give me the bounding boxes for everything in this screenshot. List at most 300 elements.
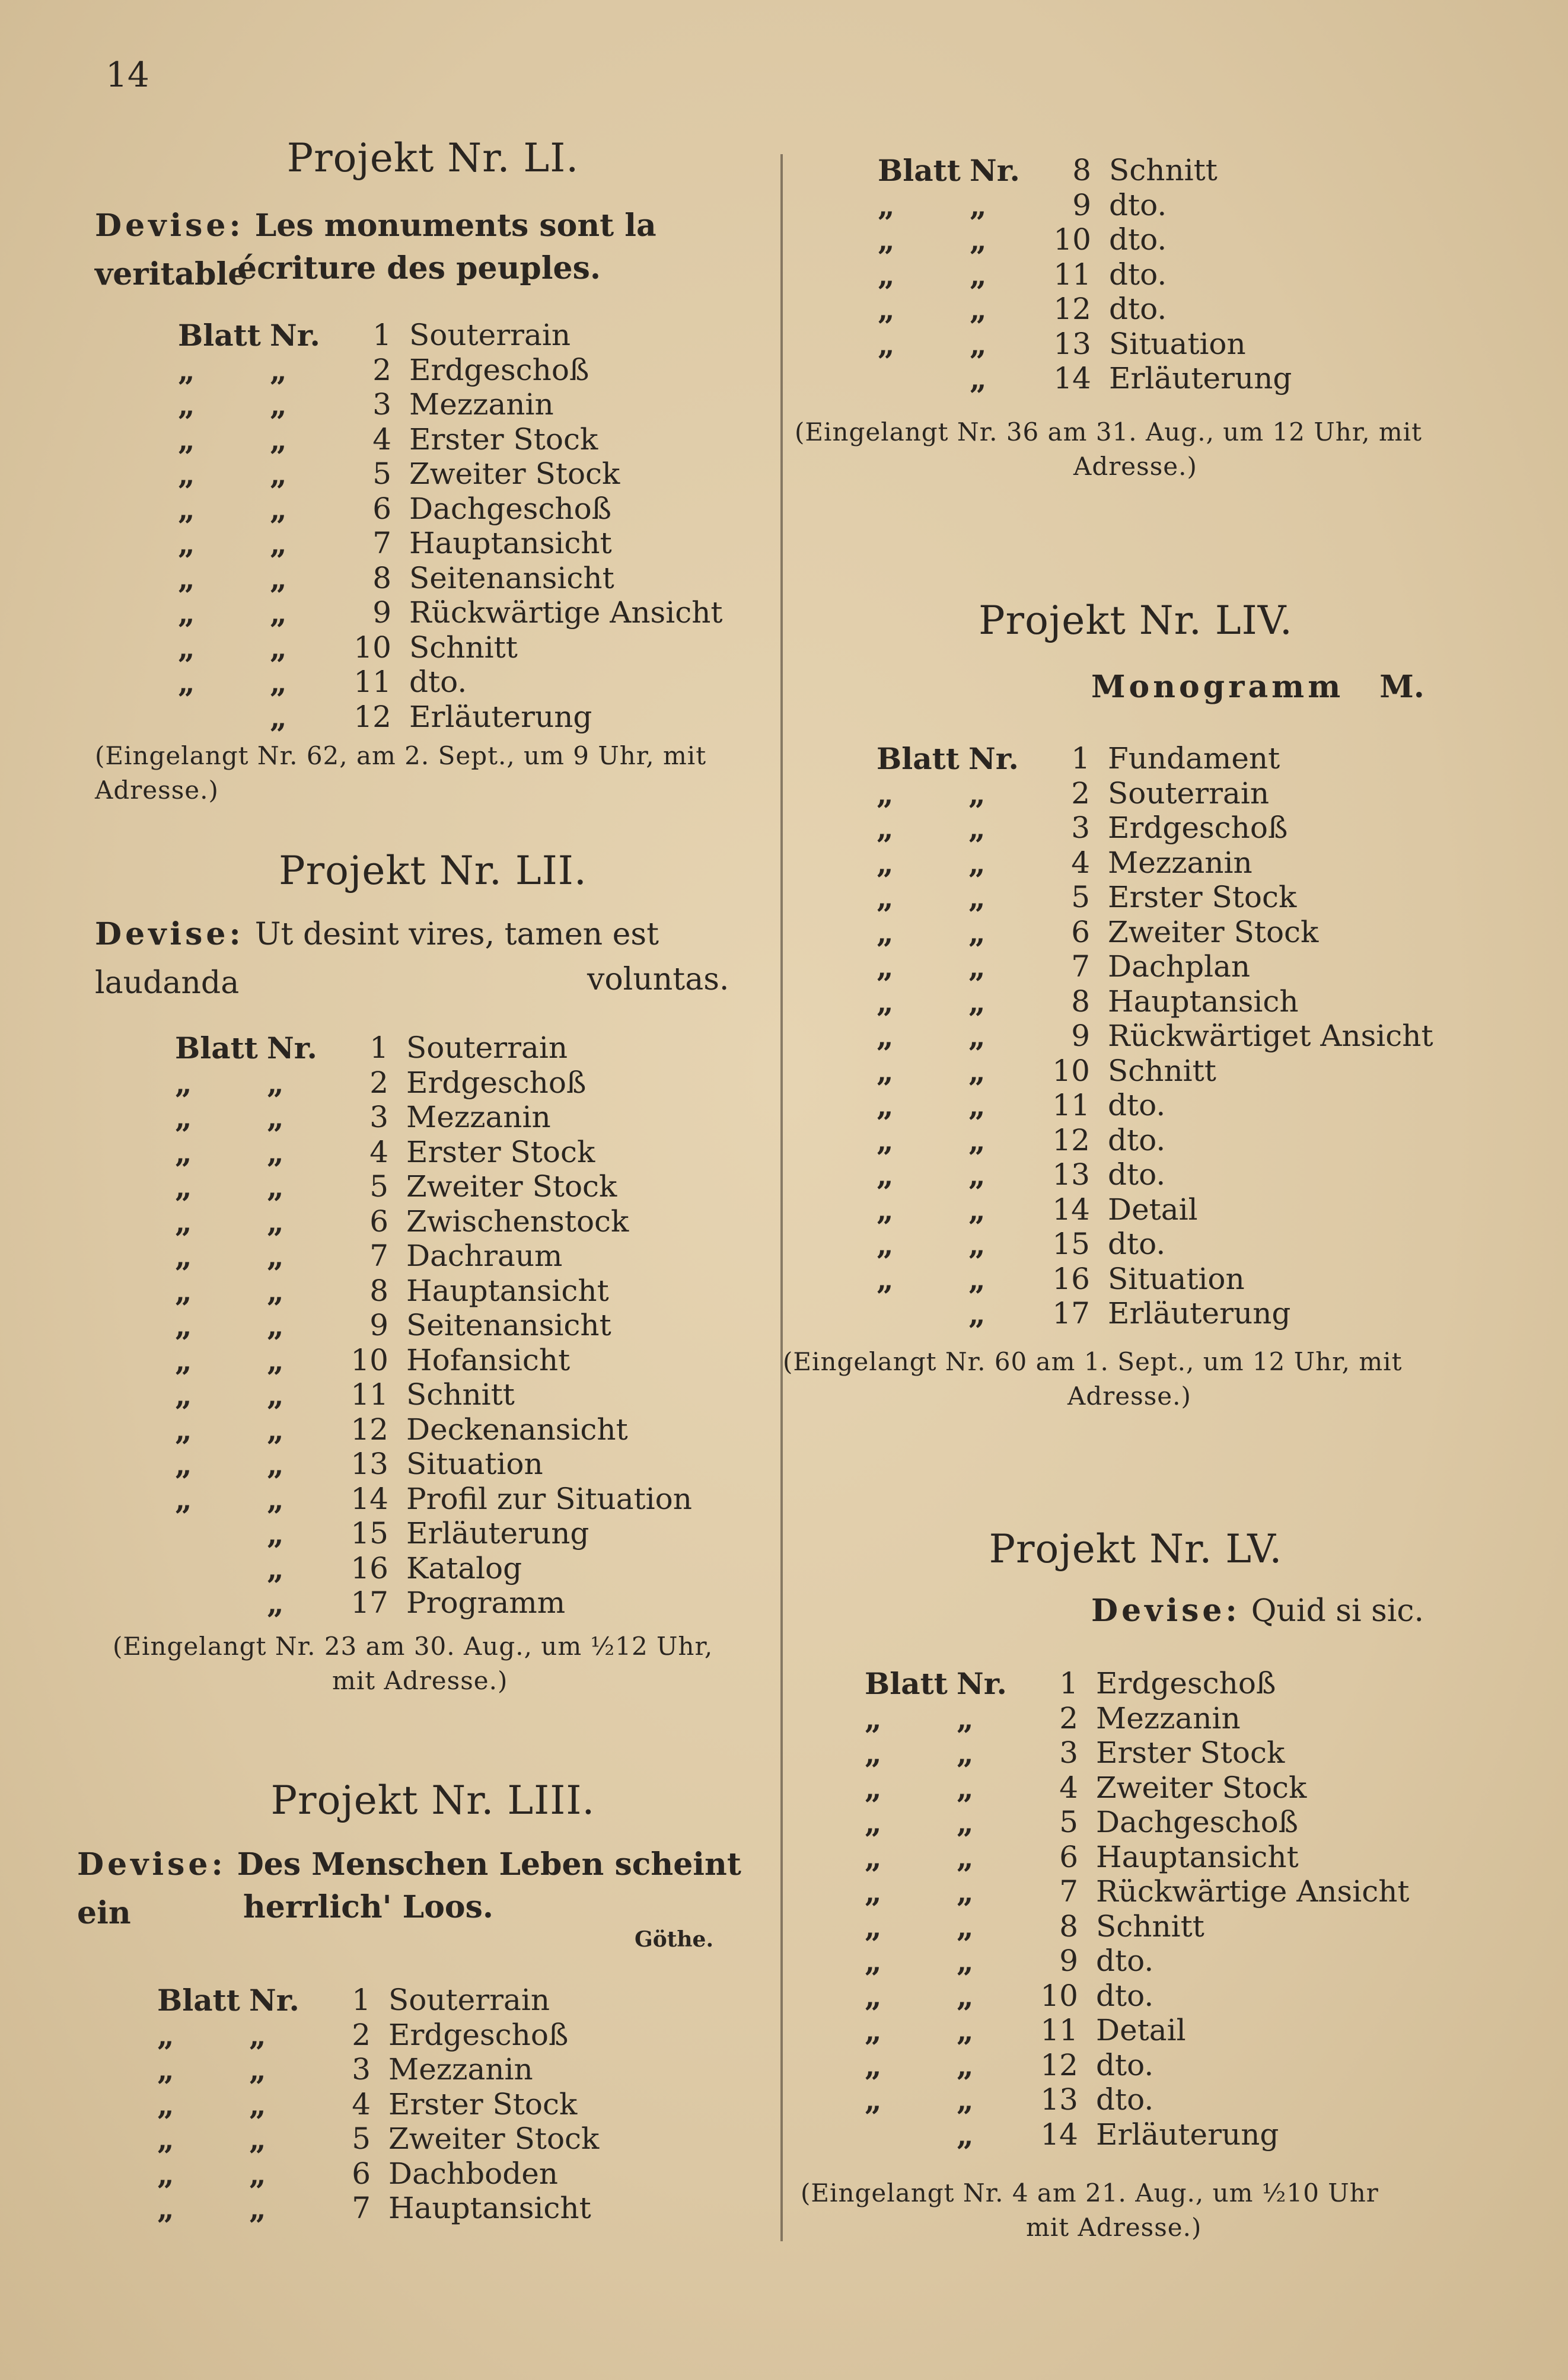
sheet-blatt: „ bbox=[178, 457, 195, 492]
sheet-blatt: „ bbox=[178, 352, 195, 388]
sheet-number: 12 bbox=[353, 699, 391, 734]
sheet-nr: „ bbox=[968, 1157, 986, 1192]
sheet-blatt: „ bbox=[175, 1100, 192, 1135]
sheet-number: 12 bbox=[1040, 2047, 1078, 2082]
sheet-name: Erdgeschoß bbox=[1096, 1666, 1276, 1701]
sheet-name: Rückwärtige Ansicht bbox=[409, 595, 723, 630]
sheet-nr: „ bbox=[968, 1261, 986, 1297]
sheet-blatt: „ bbox=[175, 1204, 192, 1239]
sheet-nr: „ bbox=[968, 984, 986, 1019]
sheet-name: Dachboden bbox=[388, 2156, 559, 2191]
sheet-blatt: „ bbox=[178, 491, 195, 527]
sheet-name: Mezzanin bbox=[388, 2052, 533, 2087]
sheet-nr: „ bbox=[267, 1550, 284, 1586]
sheet-name: dto. bbox=[1109, 292, 1167, 326]
sheet-blatt: Blatt bbox=[175, 1031, 258, 1065]
sheet-number: 5 bbox=[1059, 1805, 1078, 1839]
sheet-number: 3 bbox=[372, 387, 391, 422]
receipt-note bbox=[95, 739, 771, 808]
sheet-number: 8 bbox=[369, 1273, 388, 1308]
sheet-blatt: „ bbox=[175, 1239, 192, 1274]
sheet-number: 3 bbox=[1059, 1735, 1078, 1770]
sheet-nr: Nr. bbox=[968, 741, 1019, 776]
sheet-number: 11 bbox=[1040, 2013, 1078, 2047]
sheet-name: Erläuterung bbox=[1096, 2117, 1279, 2152]
receipt-note-line: Adresse.) bbox=[1073, 452, 1197, 481]
sheet-number: 1 bbox=[1071, 741, 1090, 776]
sheet-blatt: „ bbox=[175, 1447, 192, 1482]
project-title: Projekt Nr. LI. bbox=[286, 135, 579, 181]
sheet-name: Schnitt bbox=[1109, 153, 1218, 187]
sheet-number: 11 bbox=[1052, 1088, 1090, 1122]
sheet-number: 7 bbox=[369, 1239, 388, 1273]
sheet-nr: „ bbox=[957, 1978, 974, 2014]
sheet-blatt: „ bbox=[175, 1377, 192, 1412]
sheet-nr: „ bbox=[270, 630, 287, 665]
sheet-name: Hauptansicht bbox=[1096, 1839, 1299, 1874]
motto-label: Devise: bbox=[95, 208, 244, 244]
sheet-blatt: „ bbox=[175, 1273, 192, 1309]
motto-author: Göthe. bbox=[635, 1927, 713, 1952]
sheet-nr: „ bbox=[270, 422, 287, 457]
sheet-number: 4 bbox=[1059, 1770, 1078, 1805]
sheet-nr: „ bbox=[267, 1342, 284, 1378]
sheet-name: Hofansicht bbox=[406, 1342, 571, 1377]
sheet-name: Erster Stock bbox=[1096, 1735, 1285, 1770]
sheet-nr: „ bbox=[968, 1019, 986, 1054]
sheet-nr: „ bbox=[267, 1273, 284, 1309]
motto-label: Monogramm bbox=[1091, 669, 1344, 705]
sheet-number: 3 bbox=[369, 1100, 388, 1134]
motto-text: M. bbox=[1379, 669, 1424, 705]
sheet-number: 17 bbox=[1052, 1296, 1090, 1331]
sheet-nr: Nr. bbox=[267, 1031, 317, 1065]
sheet-nr: Nr. bbox=[970, 153, 1020, 188]
sheet-name: Hauptansich bbox=[1108, 984, 1299, 1019]
sheet-number: 13 bbox=[1040, 2082, 1078, 2117]
receipt-note-line: (Eingelangt Nr. 62, am 2. Sept., um 9 Uhr, mit Adresse.) bbox=[95, 741, 707, 805]
sheet-nr: „ bbox=[957, 1909, 974, 1944]
sheet-nr: „ bbox=[267, 1204, 284, 1239]
sheet-name: Rückwärtige Ansicht bbox=[1096, 1874, 1410, 1909]
sheet-name: Fundament bbox=[1108, 741, 1280, 776]
sheet-number: 17 bbox=[350, 1585, 388, 1620]
motto-text-line2: écriture des peuples. bbox=[237, 250, 601, 286]
sheet-nr: „ bbox=[970, 257, 987, 292]
sheet-number: 6 bbox=[1071, 914, 1090, 949]
sheet-name: Erdgeschoß bbox=[406, 1065, 587, 1100]
sheet-blatt: „ bbox=[865, 1909, 882, 1944]
sheet-number: 12 bbox=[1052, 1122, 1090, 1157]
sheet-nr: „ bbox=[957, 1701, 974, 1736]
sheet-blatt: „ bbox=[865, 1805, 882, 1840]
sheet-number: 9 bbox=[1059, 1944, 1078, 1978]
sheet-name: Mezzanin bbox=[409, 387, 554, 422]
sheet-blatt: „ bbox=[175, 1308, 192, 1343]
sheet-blatt: „ bbox=[877, 845, 894, 880]
sheet-number: 8 bbox=[1071, 984, 1090, 1019]
sheet-name: Detail bbox=[1108, 1192, 1198, 1227]
sheet-blatt: „ bbox=[877, 1157, 894, 1192]
sheet-blatt: „ bbox=[865, 1978, 882, 2014]
sheet-nr: „ bbox=[267, 1169, 284, 1204]
sheet-number: 13 bbox=[350, 1447, 388, 1481]
sheet-name: Situation bbox=[1109, 326, 1246, 361]
sheet-name: Rückwärtiget Ansicht bbox=[1108, 1019, 1433, 1053]
sheet-number: 4 bbox=[369, 1134, 388, 1169]
sheet-number: 10 bbox=[1053, 222, 1091, 257]
sheet-number: 14 bbox=[1040, 2117, 1078, 2152]
sheet-name: Erdgeschoß bbox=[1108, 811, 1288, 845]
sheet-number: 8 bbox=[1072, 153, 1091, 187]
sheet-nr: „ bbox=[267, 1516, 284, 1551]
sheet-name: Mezzanin bbox=[1108, 845, 1253, 880]
motto-text-line2: herrlich' Loos. bbox=[243, 1889, 493, 1925]
page-number: 14 bbox=[106, 55, 149, 95]
sheet-nr: Nr. bbox=[249, 1983, 299, 2018]
sheet-number: 5 bbox=[352, 2121, 371, 2156]
receipt-note bbox=[113, 1629, 713, 1698]
receipt-note-line: Adresse.) bbox=[1067, 1382, 1191, 1411]
sheet-nr: „ bbox=[270, 526, 287, 561]
sheet-name: Erster Stock bbox=[388, 2087, 578, 2121]
receipt-note-line: mit Adresse.) bbox=[332, 1666, 508, 1695]
sheet-number: 2 bbox=[1071, 776, 1090, 811]
sheet-nr: „ bbox=[267, 1585, 284, 1620]
sheet-name: Zweiter Stock bbox=[1096, 1770, 1307, 1805]
sheet-blatt: „ bbox=[178, 560, 195, 596]
project-title: Projekt Nr. LIII. bbox=[270, 1778, 595, 1823]
sheet-blatt: „ bbox=[865, 1874, 882, 1909]
sheet-number: 2 bbox=[372, 352, 391, 387]
sheet-blatt: „ bbox=[878, 292, 895, 327]
sheet-name: Zweiter Stock bbox=[406, 1169, 617, 1204]
motto-text: Ut desint vires, tamen est laudanda bbox=[95, 917, 659, 1001]
sheet-name: Dachraum bbox=[406, 1239, 563, 1273]
sheet-nr: „ bbox=[968, 1088, 986, 1123]
sheet-name: dto. bbox=[1096, 1978, 1154, 2013]
sheet-nr: „ bbox=[249, 2052, 266, 2087]
sheet-nr: „ bbox=[957, 2082, 974, 2117]
sheet-blatt: „ bbox=[175, 1412, 192, 1447]
sheet-name: Mezzanin bbox=[1096, 1701, 1241, 1735]
sheet-nr: „ bbox=[267, 1239, 284, 1274]
sheet-number: 9 bbox=[1072, 187, 1091, 222]
sheet-nr: „ bbox=[968, 1122, 986, 1158]
sheet-number: 12 bbox=[350, 1412, 388, 1447]
sheet-number: 10 bbox=[1040, 1978, 1078, 2013]
sheet-name: Zweiter Stock bbox=[388, 2121, 600, 2156]
sheet-name: Schnitt bbox=[409, 630, 518, 665]
sheet-blatt: „ bbox=[878, 222, 895, 257]
sheet-nr: „ bbox=[249, 2121, 266, 2156]
sheet-name: dto. bbox=[1109, 257, 1167, 292]
sheet-nr: Nr. bbox=[270, 318, 320, 353]
sheet-nr: „ bbox=[270, 491, 287, 527]
sheet-number: 7 bbox=[372, 526, 391, 560]
motto-label: Devise: bbox=[77, 1846, 227, 1883]
sheet-nr: „ bbox=[968, 845, 986, 880]
sheet-name: Souterrain bbox=[406, 1031, 568, 1065]
sheet-nr: „ bbox=[968, 1296, 986, 1331]
sheet-name: Katalog bbox=[406, 1550, 522, 1585]
sheet-blatt: „ bbox=[865, 2082, 882, 2117]
sheet-nr: „ bbox=[267, 1100, 284, 1135]
motto-label: Devise: bbox=[1091, 1593, 1241, 1629]
sheet-name: Dachgeschoß bbox=[409, 491, 612, 526]
sheet-name: Erläuterung bbox=[1108, 1296, 1291, 1331]
sheet-blatt: „ bbox=[877, 1088, 894, 1123]
sheet-blatt: „ bbox=[178, 665, 195, 700]
sheet-number: 13 bbox=[1052, 1157, 1090, 1192]
sheet-number: 2 bbox=[352, 2017, 371, 2052]
sheet-name: Zwischenstock bbox=[406, 1204, 629, 1239]
sheet-blatt: „ bbox=[877, 1192, 894, 1227]
sheet-blatt: „ bbox=[877, 811, 894, 846]
sheet-blatt: Blatt bbox=[178, 318, 261, 353]
sheet-blatt: „ bbox=[865, 1770, 882, 1805]
sheet-number: 4 bbox=[1071, 845, 1090, 880]
sheet-number: 9 bbox=[372, 595, 391, 630]
sheet-blatt: „ bbox=[877, 776, 894, 811]
sheet-blatt: „ bbox=[877, 949, 894, 984]
sheet-blatt: „ bbox=[865, 2047, 882, 2083]
sheet-name: Zweiter Stock bbox=[1108, 914, 1319, 949]
sheet-number: 9 bbox=[1071, 1019, 1090, 1053]
sheet-blatt: Blatt bbox=[878, 153, 961, 188]
sheet-nr: „ bbox=[970, 187, 987, 223]
sheet-blatt: „ bbox=[157, 2087, 174, 2122]
sheet-number: 11 bbox=[350, 1377, 388, 1412]
sheet-number: 6 bbox=[372, 491, 391, 526]
sheet-nr: Nr. bbox=[957, 1666, 1007, 1701]
sheet-blatt: „ bbox=[877, 1019, 894, 1054]
sheet-nr: „ bbox=[249, 2017, 266, 2053]
sheet-nr: „ bbox=[970, 361, 987, 396]
sheet-name: Souterrain bbox=[409, 318, 571, 352]
sheet-nr: „ bbox=[267, 1447, 284, 1482]
sheet-name: Erläuterung bbox=[1109, 361, 1292, 395]
sheet-name: dto. bbox=[1096, 1944, 1154, 1978]
sheet-name: dto. bbox=[1108, 1157, 1166, 1192]
sheet-name: Deckenansicht bbox=[406, 1412, 628, 1447]
sheet-name: Schnitt bbox=[1108, 1053, 1216, 1088]
sheet-blatt: „ bbox=[175, 1134, 192, 1170]
receipt-note bbox=[801, 2176, 1379, 2245]
sheet-blatt: Blatt bbox=[157, 1983, 240, 2018]
sheet-nr: „ bbox=[267, 1377, 284, 1412]
sheet-nr: „ bbox=[968, 776, 986, 811]
sheet-name: dto. bbox=[1108, 1227, 1166, 1261]
sheet-name: Hauptansicht bbox=[409, 526, 612, 560]
sheet-name: Souterrain bbox=[388, 1983, 550, 2017]
sheet-blatt: „ bbox=[865, 1839, 882, 1875]
sheet-blatt: „ bbox=[877, 984, 894, 1019]
sheet-name: Programm bbox=[406, 1585, 566, 1620]
project-motto bbox=[1091, 1587, 1424, 1635]
sheet-blatt: „ bbox=[157, 2052, 174, 2087]
sheet-number: 11 bbox=[1053, 257, 1091, 292]
sheet-number: 1 bbox=[369, 1031, 388, 1065]
sheet-number: 16 bbox=[1052, 1261, 1090, 1296]
sheet-blatt: „ bbox=[178, 595, 195, 630]
sheet-name: dto. bbox=[1108, 1088, 1166, 1122]
sheet-nr: „ bbox=[270, 560, 287, 596]
receipt-note-line: (Eingelangt Nr. 4 am 21. Aug., um ½10 Uhr bbox=[801, 2178, 1379, 2207]
sheet-nr: „ bbox=[970, 326, 987, 362]
sheet-nr: „ bbox=[249, 2191, 266, 2226]
sheet-number: 4 bbox=[352, 2087, 371, 2121]
sheet-nr: „ bbox=[957, 2047, 974, 2083]
sheet-number: 6 bbox=[1059, 1839, 1078, 1874]
sheet-name: Erster Stock bbox=[1108, 880, 1297, 914]
sheet-number: 15 bbox=[350, 1516, 388, 1550]
sheet-nr: „ bbox=[957, 1874, 974, 1909]
sheet-name: Zweiter Stock bbox=[409, 457, 620, 491]
sheet-name: Dachgeschoß bbox=[1096, 1805, 1299, 1839]
sheet-name: Detail bbox=[1096, 2013, 1186, 2047]
sheet-blatt: Blatt bbox=[877, 741, 960, 776]
sheet-nr: „ bbox=[267, 1134, 284, 1170]
sheet-blatt: „ bbox=[178, 387, 195, 422]
sheet-number: 7 bbox=[1071, 949, 1090, 984]
sheet-nr: „ bbox=[267, 1308, 284, 1343]
sheet-blatt: „ bbox=[175, 1481, 192, 1517]
sheet-blatt: „ bbox=[878, 326, 895, 362]
receipt-note-line: mit Adresse.) bbox=[1026, 2213, 1202, 2242]
sheet-name: Souterrain bbox=[1108, 776, 1270, 811]
sheet-blatt: „ bbox=[865, 1944, 882, 1979]
sheet-nr: „ bbox=[270, 595, 287, 630]
sheet-nr: „ bbox=[957, 1770, 974, 1805]
sheet-number: 7 bbox=[1059, 1874, 1078, 1909]
sheet-nr: „ bbox=[968, 811, 986, 846]
receipt-note-line: (Eingelangt Nr. 36 am 31. Aug., um 12 Uhr, mit bbox=[795, 417, 1423, 446]
sheet-name: Dachplan bbox=[1108, 949, 1251, 984]
sheet-blatt: „ bbox=[175, 1342, 192, 1378]
sheet-nr: „ bbox=[970, 222, 987, 257]
sheet-name: dto. bbox=[1108, 1122, 1166, 1157]
receipt-note bbox=[783, 1345, 1402, 1414]
sheet-number: 11 bbox=[353, 665, 391, 699]
sheet-number: 2 bbox=[1059, 1701, 1078, 1735]
sheet-number: 12 bbox=[1053, 292, 1091, 326]
sheet-nr: „ bbox=[267, 1065, 284, 1100]
sheet-number: 10 bbox=[350, 1342, 388, 1377]
sheet-nr: „ bbox=[968, 1192, 986, 1227]
sheet-number: 13 bbox=[1053, 326, 1091, 361]
sheet-number: 7 bbox=[352, 2191, 371, 2225]
sheet-blatt: „ bbox=[878, 187, 895, 223]
sheet-nr: „ bbox=[957, 1735, 974, 1770]
sheet-number: 10 bbox=[353, 630, 391, 665]
sheet-nr: „ bbox=[957, 1944, 974, 1979]
sheet-nr: „ bbox=[270, 665, 287, 700]
sheet-blatt: „ bbox=[877, 880, 894, 915]
sheet-name: Situation bbox=[1108, 1261, 1245, 1296]
project-title: Projekt Nr. LV. bbox=[989, 1526, 1283, 1572]
sheet-number: 6 bbox=[352, 2156, 371, 2191]
sheet-blatt: „ bbox=[157, 2191, 174, 2226]
sheet-nr: „ bbox=[968, 880, 986, 915]
sheet-nr: „ bbox=[270, 387, 287, 422]
sheet-name: Mezzanin bbox=[406, 1100, 551, 1134]
sheet-number: 8 bbox=[1059, 1909, 1078, 1944]
sheet-number: 15 bbox=[1052, 1227, 1090, 1261]
sheet-number: 14 bbox=[1053, 361, 1091, 395]
sheet-blatt: „ bbox=[877, 1261, 894, 1297]
sheet-name: Seitenansicht bbox=[406, 1308, 611, 1342]
sheet-nr: „ bbox=[957, 1805, 974, 1840]
sheet-blatt: „ bbox=[175, 1169, 192, 1204]
sheet-number: 5 bbox=[369, 1169, 388, 1204]
sheet-name: dto. bbox=[409, 665, 467, 699]
sheet-name: Hauptansicht bbox=[388, 2191, 591, 2225]
sheet-number: 3 bbox=[352, 2052, 371, 2087]
sheet-nr: „ bbox=[270, 352, 287, 388]
sheet-number: 14 bbox=[350, 1481, 388, 1516]
sheet-blatt: „ bbox=[877, 1053, 894, 1089]
sheet-number: 9 bbox=[369, 1308, 388, 1342]
motto-text: Des Menschen Leben scheint ein bbox=[77, 1846, 741, 1931]
sheet-blatt: „ bbox=[157, 2017, 174, 2053]
sheet-name: Hauptansicht bbox=[406, 1273, 609, 1308]
sheet-nr: „ bbox=[270, 457, 287, 492]
sheet-blatt: „ bbox=[877, 1227, 894, 1262]
sheet-number: 2 bbox=[369, 1065, 388, 1100]
motto-text: Quid si sic. bbox=[1251, 1593, 1424, 1629]
sheet-number: 8 bbox=[372, 560, 391, 595]
sheet-blatt: „ bbox=[877, 914, 894, 950]
sheet-nr: „ bbox=[249, 2156, 266, 2191]
sheet-number: 5 bbox=[1071, 880, 1090, 914]
project-title: Projekt Nr. LII. bbox=[279, 848, 587, 894]
sheet-blatt: „ bbox=[175, 1065, 192, 1100]
sheet-name: Situation bbox=[406, 1447, 543, 1481]
sheet-nr: „ bbox=[957, 2013, 974, 2048]
sheet-name: dto. bbox=[1096, 2047, 1154, 2082]
sheet-number: 6 bbox=[369, 1204, 388, 1239]
sheet-nr: „ bbox=[957, 1839, 974, 1875]
sheet-number: 5 bbox=[372, 457, 391, 491]
sheet-nr: „ bbox=[267, 1412, 284, 1447]
sheet-blatt: „ bbox=[157, 2121, 174, 2156]
receipt-note-line: (Eingelangt Nr. 23 am 30. Aug., um ½12 Uhr, bbox=[113, 1632, 713, 1661]
sheet-blatt: „ bbox=[877, 1122, 894, 1158]
sheet-blatt: „ bbox=[865, 2013, 882, 2048]
sheet-name: dto. bbox=[1096, 2082, 1154, 2117]
sheet-number: 16 bbox=[350, 1550, 388, 1585]
sheet-blatt: „ bbox=[178, 630, 195, 665]
sheet-name: Erläuterung bbox=[406, 1516, 589, 1550]
sheet-nr: „ bbox=[270, 699, 287, 735]
sheet-name: Erdgeschoß bbox=[388, 2017, 569, 2052]
motto-text-line2: voluntas. bbox=[587, 962, 729, 997]
sheet-number: 1 bbox=[352, 1983, 371, 2017]
sheet-number: 1 bbox=[1059, 1666, 1078, 1701]
sheet-nr: „ bbox=[249, 2087, 266, 2122]
sheet-nr: „ bbox=[267, 1481, 284, 1517]
project-motto bbox=[1091, 663, 1424, 712]
sheet-blatt: „ bbox=[178, 422, 195, 457]
sheet-blatt: „ bbox=[865, 1701, 882, 1736]
sheet-nr: „ bbox=[968, 914, 986, 950]
sheet-nr: „ bbox=[968, 949, 986, 984]
sheet-blatt: „ bbox=[878, 257, 895, 292]
sheet-blatt: „ bbox=[865, 1735, 882, 1770]
sheet-blatt: Blatt bbox=[865, 1666, 948, 1701]
sheet-name: Erster Stock bbox=[406, 1134, 595, 1169]
